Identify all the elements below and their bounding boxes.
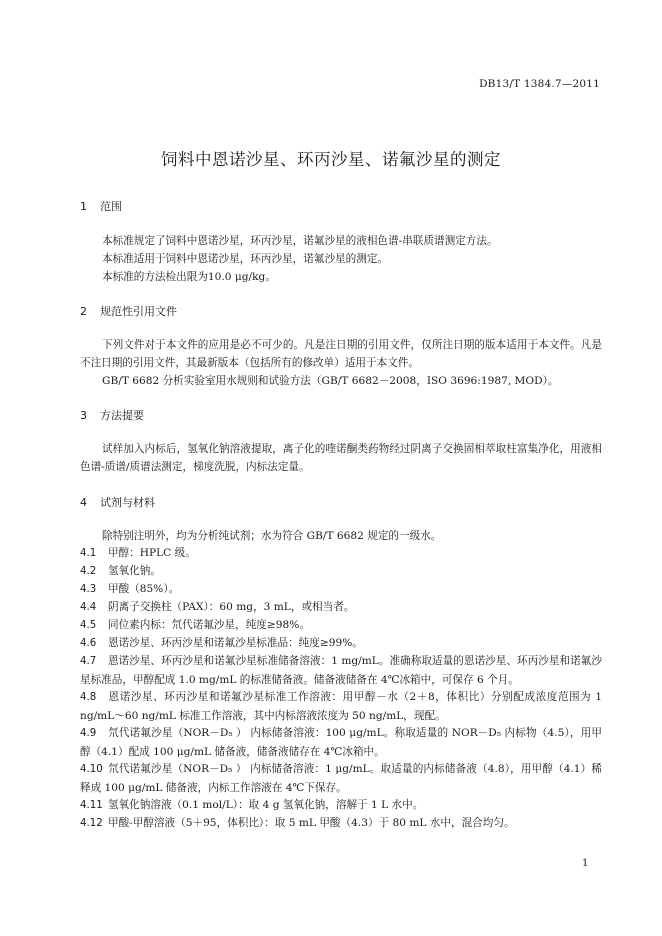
scope-line-2: 本标准适用于饲料中恩诺沙星，环丙沙星，诺氟沙星的测定。 — [102, 253, 389, 265]
reagent-item — [80, 814, 602, 833]
section-title: 方法提要 — [100, 409, 144, 422]
item-text: 氢氧化钠溶液（0.1 mol/L）：取 4 g 氢氧化钠，溶解于 1 L 水中。 — [108, 799, 424, 811]
reagent-item — [80, 562, 602, 581]
section-number: 1 — [80, 200, 87, 213]
item-text: 同位素内标：氘代诺氟沙星，纯度≥98%。 — [108, 619, 310, 631]
item-number: 4.11 — [80, 800, 103, 811]
section-2-heading — [80, 303, 177, 319]
scope-line-3: 本标准的方法检出限为10.0 μg/kg。 — [102, 271, 276, 283]
document-title: 饲料中恩诺沙星、环丙沙星、诺氟沙星的测定 — [161, 150, 501, 169]
item-number: 4.1 — [80, 548, 97, 559]
normative-reference-gbt6682: GB/T 6682 分析实验室用水规则和试验方法（GB/T 6682－2008，ISO 3696:1987, MOD）。 — [102, 375, 559, 387]
item-text: 恩诺沙星、环丙沙星和诺氟沙星标准工作溶液：用甲醇－水（2＋8，体积比）分别配成浓度范围为 1 ng/mL～60 ng/mL 标准工作溶液，其中内标溶液浓度为 50 ng/mL，现配。 — [80, 691, 602, 722]
item-text: 阴离子交换柱（PAX）：60 mg，3 mL，或相当者。 — [108, 601, 355, 613]
section-number: 2 — [80, 305, 87, 318]
section-title: 规范性引用文件 — [100, 305, 177, 318]
section-4-heading — [80, 494, 155, 510]
item-number: 4.10 — [80, 764, 103, 775]
reagent-item — [80, 652, 602, 689]
item-text: 氢氧化钠。 — [108, 565, 161, 577]
item-text: 甲醇：HPLC 级。 — [108, 547, 196, 559]
item-text: 甲酸（85%）。 — [108, 583, 180, 595]
item-number: 4.8 — [80, 692, 97, 703]
item-text: 恩诺沙星、环丙沙星和诺氟沙星标准品：纯度≥99%。 — [108, 637, 363, 649]
reagent-item — [80, 580, 602, 599]
reagent-item — [80, 634, 602, 653]
section-title: 试剂与材料 — [100, 496, 155, 509]
section-title: 范围 — [100, 200, 122, 213]
reagent-item — [80, 688, 602, 725]
item-text: 氘代诺氟沙星（NOR－D₅ ） 内标储备溶液：1 μg/mL。取适量的内标储备液（4.8），用甲醇（4.1）稀释成 100 μg/mL 储备液，内标工作溶液在 4℃下保存。 — [80, 763, 602, 794]
item-number: 4.12 — [80, 818, 103, 829]
reagent-item — [80, 724, 602, 761]
reagent-item — [80, 760, 602, 797]
reagent-item — [80, 598, 602, 617]
item-text: 甲酸-甲醇溶液（5＋95，体积比）：取 5 mL 甲酸（4.3）于 80 mL 水中，混合均匀。 — [108, 817, 515, 829]
page-number: 1 — [582, 858, 589, 869]
item-number: 4.4 — [80, 602, 97, 613]
reagents-intro: 除特别注明外，均为分析纯试剂；水为符合 GB/T 6682 规定的一级水。 — [102, 530, 442, 542]
item-number: 4.2 — [80, 566, 97, 577]
item-number: 4.6 — [80, 638, 97, 649]
reagent-item — [80, 796, 602, 815]
standard-code: DB13/T 1384.7—2011 — [479, 78, 600, 90]
section-number: 3 — [80, 409, 87, 422]
scope-line-1: 本标准规定了饲料中恩诺沙星，环丙沙星，诺氟沙星的液相色谱-串联质谱测定方法。 — [102, 235, 498, 247]
item-number: 4.3 — [80, 584, 97, 595]
reagent-item — [80, 616, 602, 635]
section-1-heading — [80, 198, 122, 214]
method-summary-paragraph: 试样加入内标后，氢氧化钠溶液提取，离子化的喹诺酮类药物经过阴离子交换固相萃取柱富集净化，用液相色谱-质谱/质谱法测定，梯度洗脱，内标法定量。 — [80, 443, 602, 473]
item-number: 4.9 — [80, 728, 97, 739]
reagent-item — [80, 544, 602, 563]
item-text: 恩诺沙星、环丙沙星和诺氟沙星标准储备溶液：1 mg/mL。准确称取适量的恩诺沙星、环丙沙星和诺氟沙星标准品，甲醇配成 1.0 mg/mL 的标准储备液。储备液储备在 4℃冰箱中，可保存 6 个月。 — [80, 655, 602, 686]
item-text: 氘代诺氟沙星（NOR－D₅ ） 内标储备溶液：100 μg/mL。称取适量的 NOR－D₅ 内标物（4.5），用甲醇（4.1）配成 100 μg/mL 储备液，储备液储存在 4℃冰箱中。 — [80, 727, 602, 758]
item-number: 4.5 — [80, 620, 97, 631]
normative-references-paragraph: 下列文件对于本文件的应用是必不可少的。凡是注日期的引用文件，仅所注日期的版本适用于本文件。凡是不注日期的引用文件，其最新版本（包括所有的修改单）适用于本文件。 — [80, 339, 602, 369]
section-number: 4 — [80, 496, 87, 509]
item-number: 4.7 — [80, 656, 97, 667]
section-3-heading — [80, 407, 144, 423]
